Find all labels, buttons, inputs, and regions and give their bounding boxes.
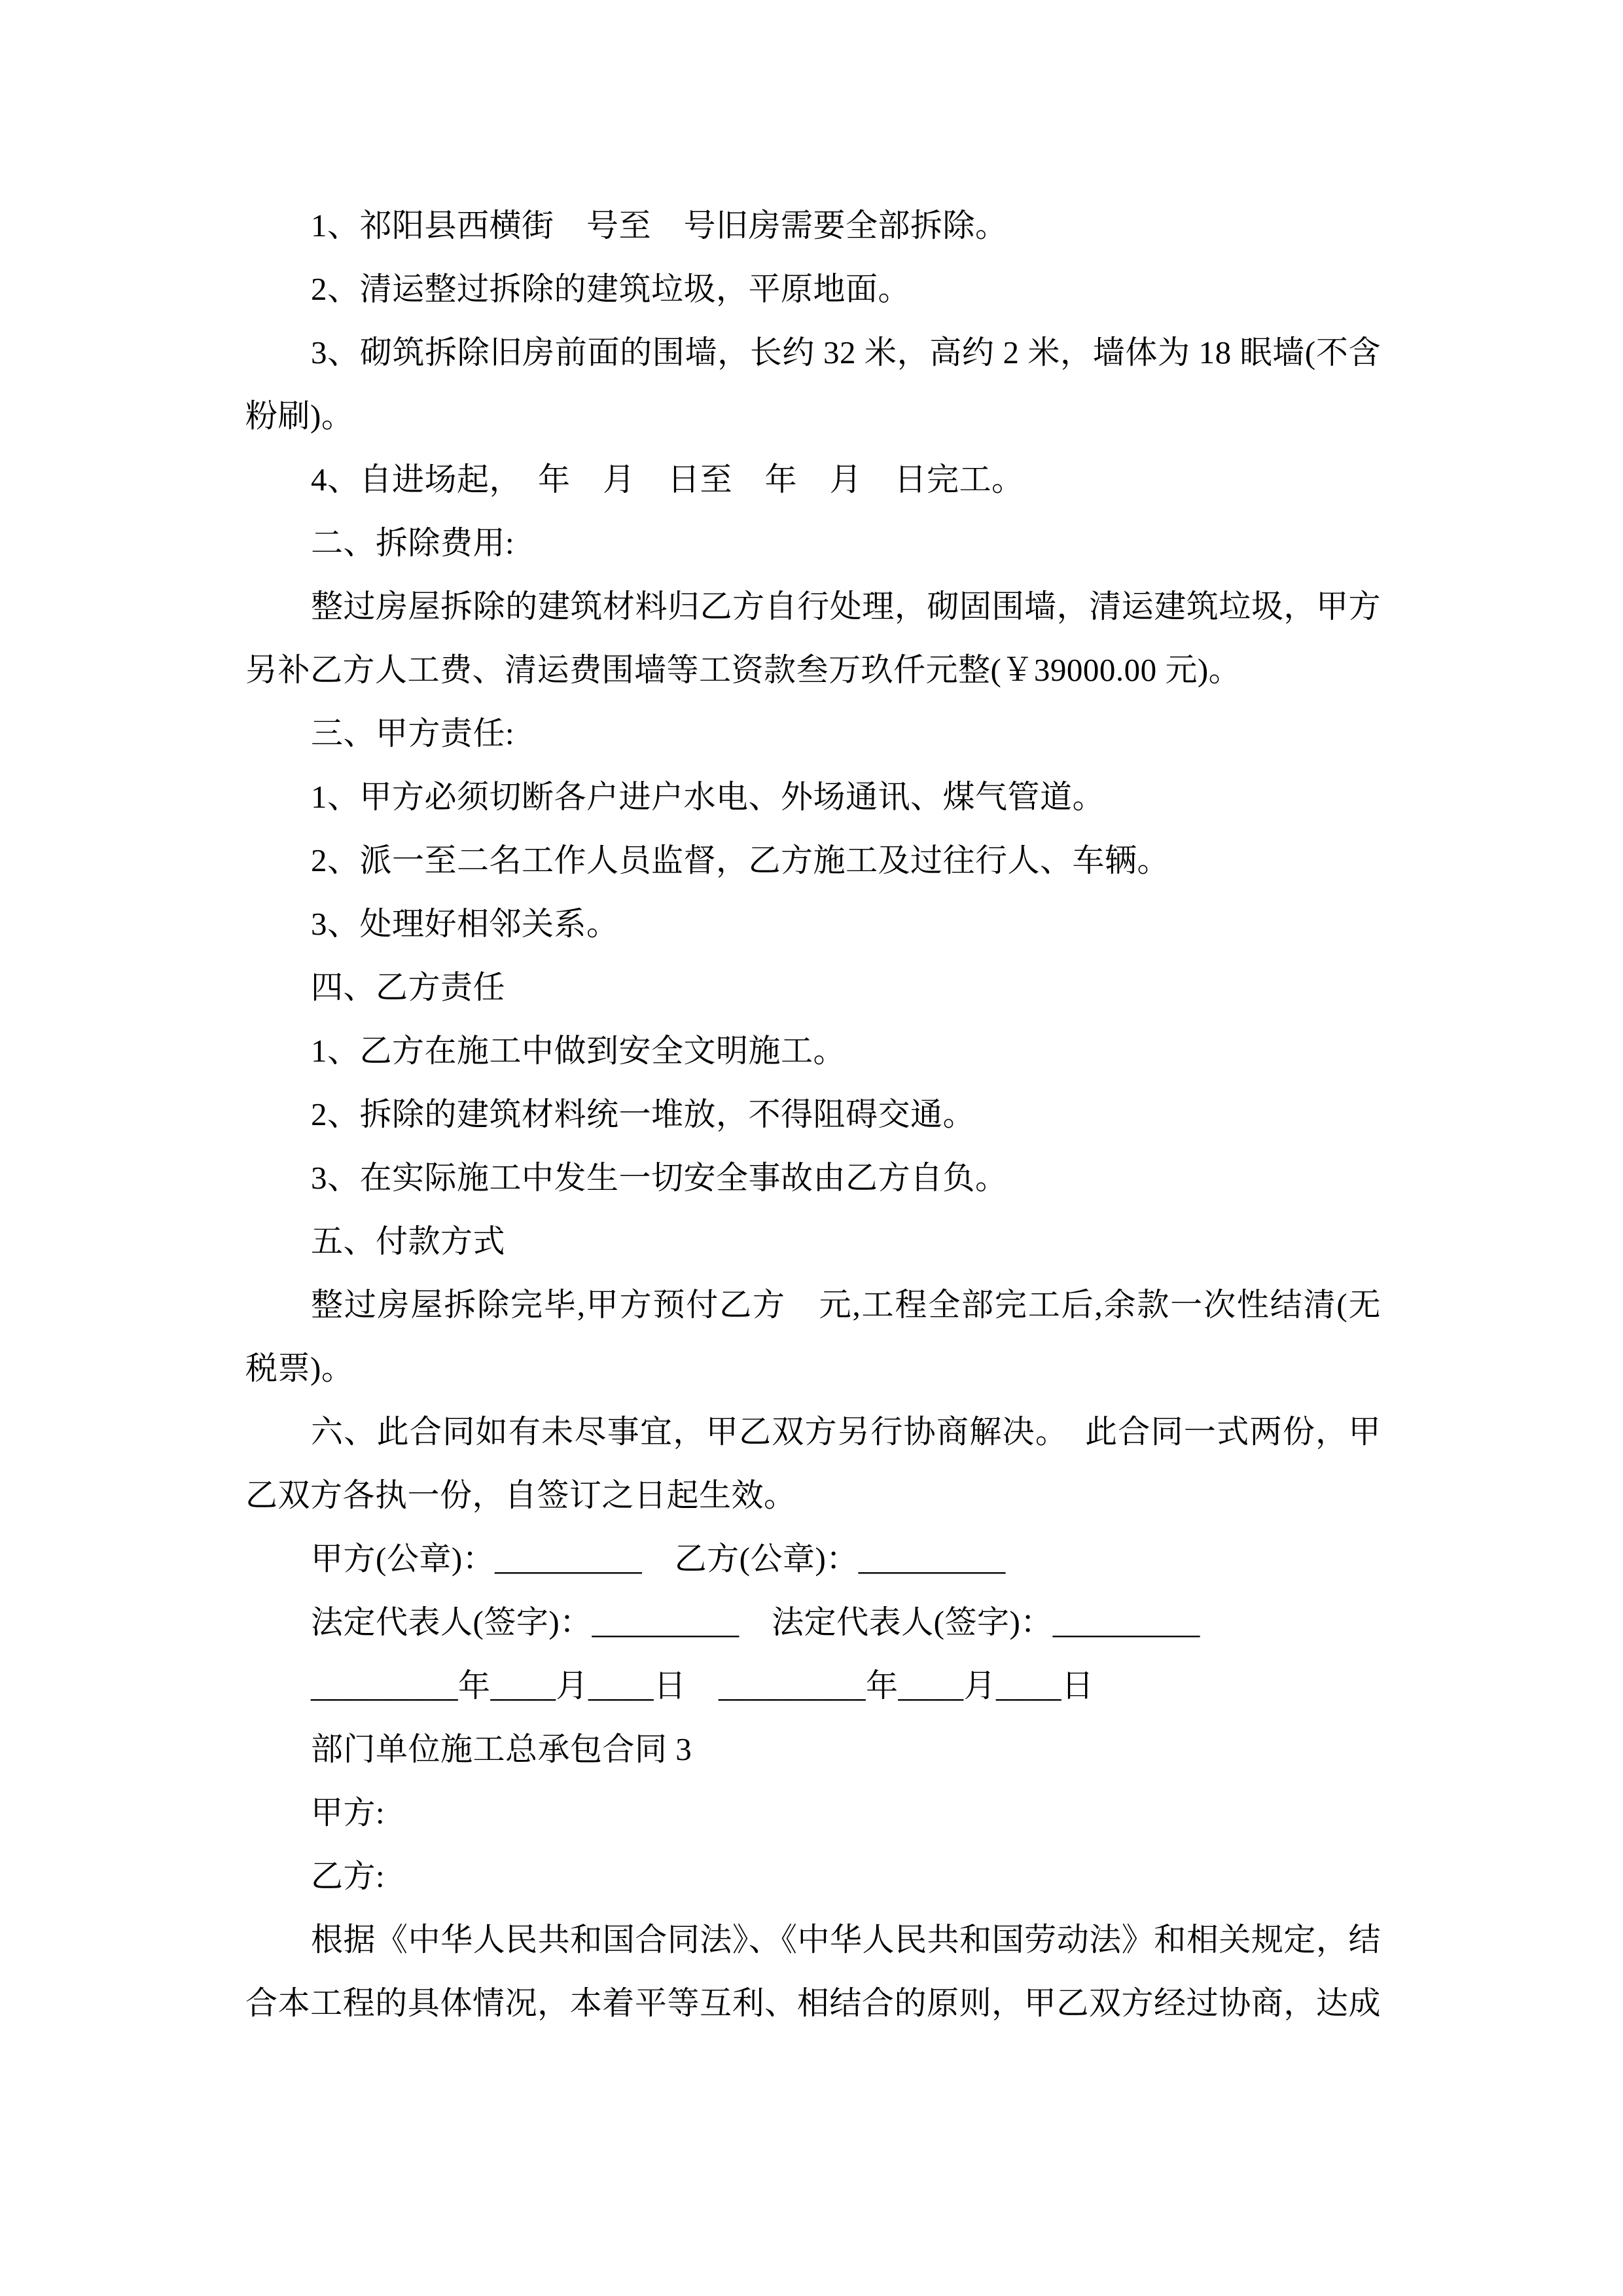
section-heading-payment: 五、付款方式: [311, 1223, 506, 1259]
section-heading-party-a-duty: 三、甲方责任:: [311, 715, 515, 751]
party-a-label-line: 甲方:: [311, 1795, 385, 1831]
document-body: [245, 194, 1381, 2035]
clause-line-payment-1-wrap: 税票)。: [245, 1350, 354, 1386]
signature-line-seals: 甲方(公章)：_________ 乙方(公章)：_________: [311, 1541, 1006, 1577]
signature-line-dates: _________年____月____日 _________年____月____日: [311, 1668, 1094, 1704]
preamble-line-1: 根据《中华人民共和国合同法》、《中华人民共和国劳动法》和相关规定，结: [311, 1922, 1381, 1958]
party-b-label-line: 乙方:: [311, 1858, 385, 1894]
clause-line-payment-1: 整过房屋拆除完毕,甲方预付乙方 元,工程全部完工后,余款一次性结清(无: [311, 1287, 1381, 1323]
clause-line-demolition-scope-3: 3、砌筑拆除旧房前面的围墙，长约 32 米，高约 2 米，墙体为 18 眠墙(不含: [311, 334, 1381, 370]
clause-line-demolition-scope-2: 2、清运整过拆除的建筑垃圾，平原地面。: [311, 271, 911, 307]
clause-line-party-a-duty-2: 2、派一至二名工作人员监督，乙方施工及过往行人、车辆。: [311, 842, 1170, 878]
clause-line-party-a-duty-1: 1、甲方必须切断各户进户水电、外场通讯、煤气管道。: [311, 779, 1105, 815]
preamble-line-2: 合本工程的具体情况，本着平等互利、相结合的原则，甲乙双方经过协商，达成: [245, 1985, 1381, 2021]
clause-line-misc-1-wrap: 乙双方各执一份，自签订之日起生效。: [245, 1477, 796, 1513]
clause-line-party-b-duty-3: 3、在实际施工中发生一切安全事故由乙方自负。: [311, 1160, 1008, 1196]
section-heading-party-b-duty: 四、乙方责任: [311, 969, 506, 1005]
signature-line-representatives: 法定代表人(签字)：_________ 法定代表人(签字)：_________: [311, 1604, 1200, 1640]
clause-line-party-a-duty-3: 3、处理好相邻关系。: [311, 906, 619, 942]
clause-line-fee-1-wrap: 另补乙方人工费、清运费围墙等工资款叁万玖仟元整(￥39000.00 元)。: [245, 652, 1241, 688]
clause-line-party-b-duty-2: 2、拆除的建筑材料统一堆放，不得阻碍交通。: [311, 1096, 976, 1132]
next-contract-title: 部门单位施工总承包合同 3: [311, 1731, 692, 1767]
clause-line-demolition-scope-3-wrap: 粉刷)。: [245, 398, 354, 434]
section-heading-demolition-fee: 二、拆除费用:: [311, 525, 515, 561]
clause-line-demolition-scope-1: 1、祁阳县西横街 号至 号旧房需要全部拆除。: [311, 207, 1008, 243]
clause-line-fee-1: 整过房屋拆除的建筑材料归乙方自行处理，砌固围墙，清运建筑垃圾，甲方: [311, 588, 1381, 624]
clause-line-party-b-duty-1: 1、乙方在施工中做到安全文明施工。: [311, 1033, 846, 1069]
clause-line-misc-1: 六、此合同如有未尽事宜，甲乙双方另行协商解决。 此合同一式两份，甲: [311, 1414, 1381, 1450]
clause-line-demolition-scope-4: 4、自进场起， 年 月 日至 年 月 日完工。: [311, 461, 1024, 497]
